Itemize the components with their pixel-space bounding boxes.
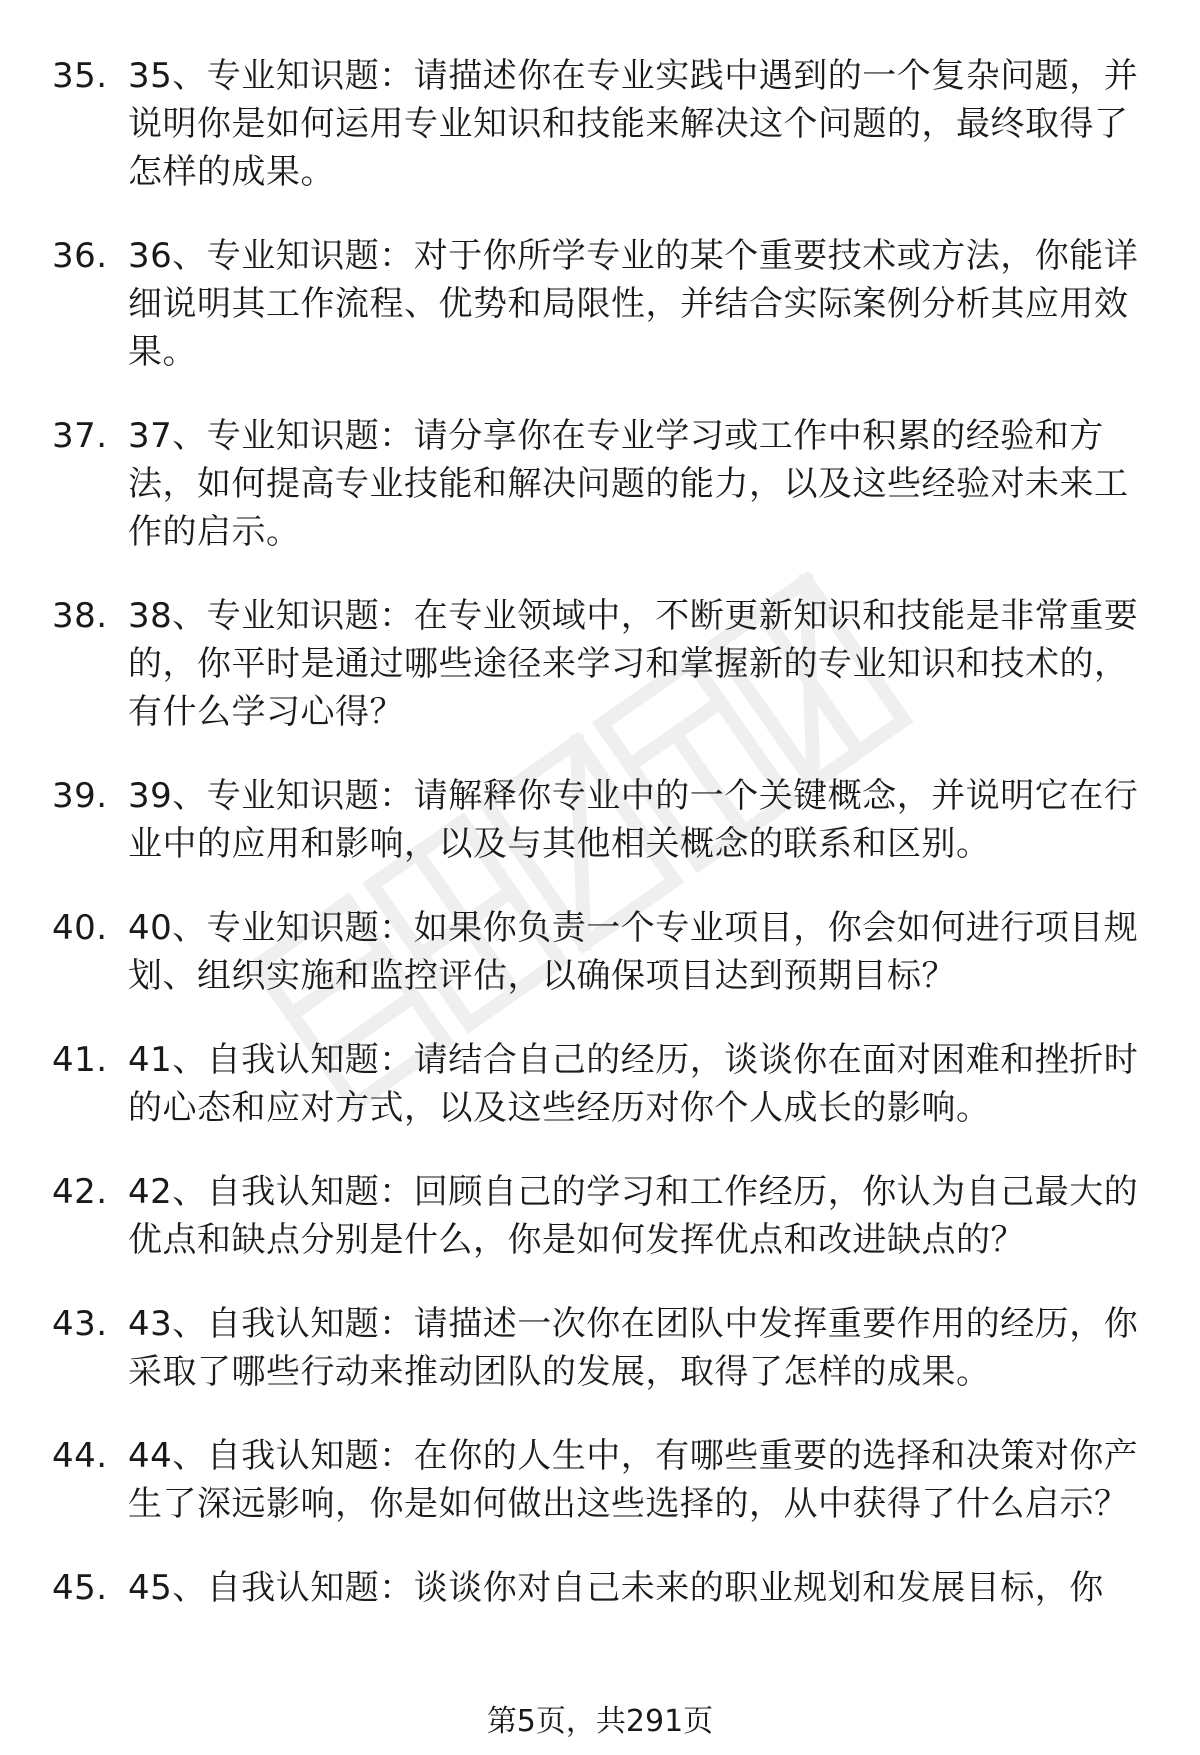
item-number: 42. [52, 1172, 108, 1212]
list-item [0, 772, 1200, 868]
item-text: 40、专业知识题：如果你负责一个专业项目，你会如何进行项目规划、组织实施和监控评估，以确保项目达到预期目标？ [128, 908, 1139, 996]
item-number: 37. [52, 416, 108, 456]
list-item [0, 904, 1200, 1000]
question-list [0, 52, 1200, 1648]
item-number: 44. [52, 1436, 108, 1476]
item-text: 43、自我认知题：请描述一次你在团队中发挥重要作用的经历，你采取了哪些行动来推动团队的发展，取得了怎样的成果。 [128, 1304, 1139, 1392]
item-number: 40. [52, 908, 108, 948]
item-text: 36、专业知识题：对于你所学专业的某个重要技术或方法，你能详细说明其工作流程、优势和局限性，并结合实际案例分析其应用效果。 [128, 236, 1139, 372]
list-item [0, 1168, 1200, 1264]
item-number: 41. [52, 1040, 108, 1080]
item-number: 45. [52, 1568, 108, 1608]
item-text: 41、自我认知题：请结合自己的经历，谈谈你在面对困难和挫折时的心态和应对方式，以及这些经历对你个人成长的影响。 [128, 1040, 1139, 1128]
item-number: 36. [52, 236, 108, 276]
item-text: 45、自我认知题：谈谈你对自己未来的职业规划和发展目标，你 [128, 1568, 1104, 1608]
list-item [0, 412, 1200, 556]
list-item [0, 1564, 1200, 1612]
item-number: 35. [52, 56, 108, 96]
list-item [0, 1432, 1200, 1528]
page-footer: 第5页，共291页 [486, 1704, 714, 1739]
item-text: 39、专业知识题：请解释你专业中的一个关键概念，并说明它在行业中的应用和影响，以及与其他相关概念的联系和区别。 [128, 776, 1139, 864]
list-item [0, 52, 1200, 196]
list-item [0, 1300, 1200, 1396]
item-number: 43. [52, 1304, 108, 1344]
list-item [0, 1036, 1200, 1132]
list-item [0, 232, 1200, 376]
item-text: 44、自我认知题：在你的人生中，有哪些重要的选择和决策对你产生了深远影响，你是如何做出这些选择的，从中获得了什么启示？ [128, 1436, 1139, 1524]
item-number: 38. [52, 596, 108, 636]
item-text: 35、专业知识题：请描述你在专业实践中遇到的一个复杂问题，并说明你是如何运用专业知识和技能来解决这个问题的，最终取得了怎样的成果。 [128, 56, 1139, 192]
item-number: 39. [52, 776, 108, 816]
item-text: 38、专业知识题：在专业领域中，不断更新知识和技能是非常重要的，你平时是通过哪些途径来学习和掌握新的专业知识和技术的，有什么学习心得？ [128, 596, 1139, 732]
list-item [0, 592, 1200, 736]
item-text: 42、自我认知题：回顾自己的学习和工作经历，你认为自己最大的优点和缺点分别是什么，你是如何发挥优点和改进缺点的？ [128, 1172, 1139, 1260]
item-text: 37、专业知识题：请分享你在专业学习或工作中积累的经验和方法，如何提高专业技能和解决问题的能力，以及这些经验对未来工作的启示。 [128, 416, 1129, 552]
